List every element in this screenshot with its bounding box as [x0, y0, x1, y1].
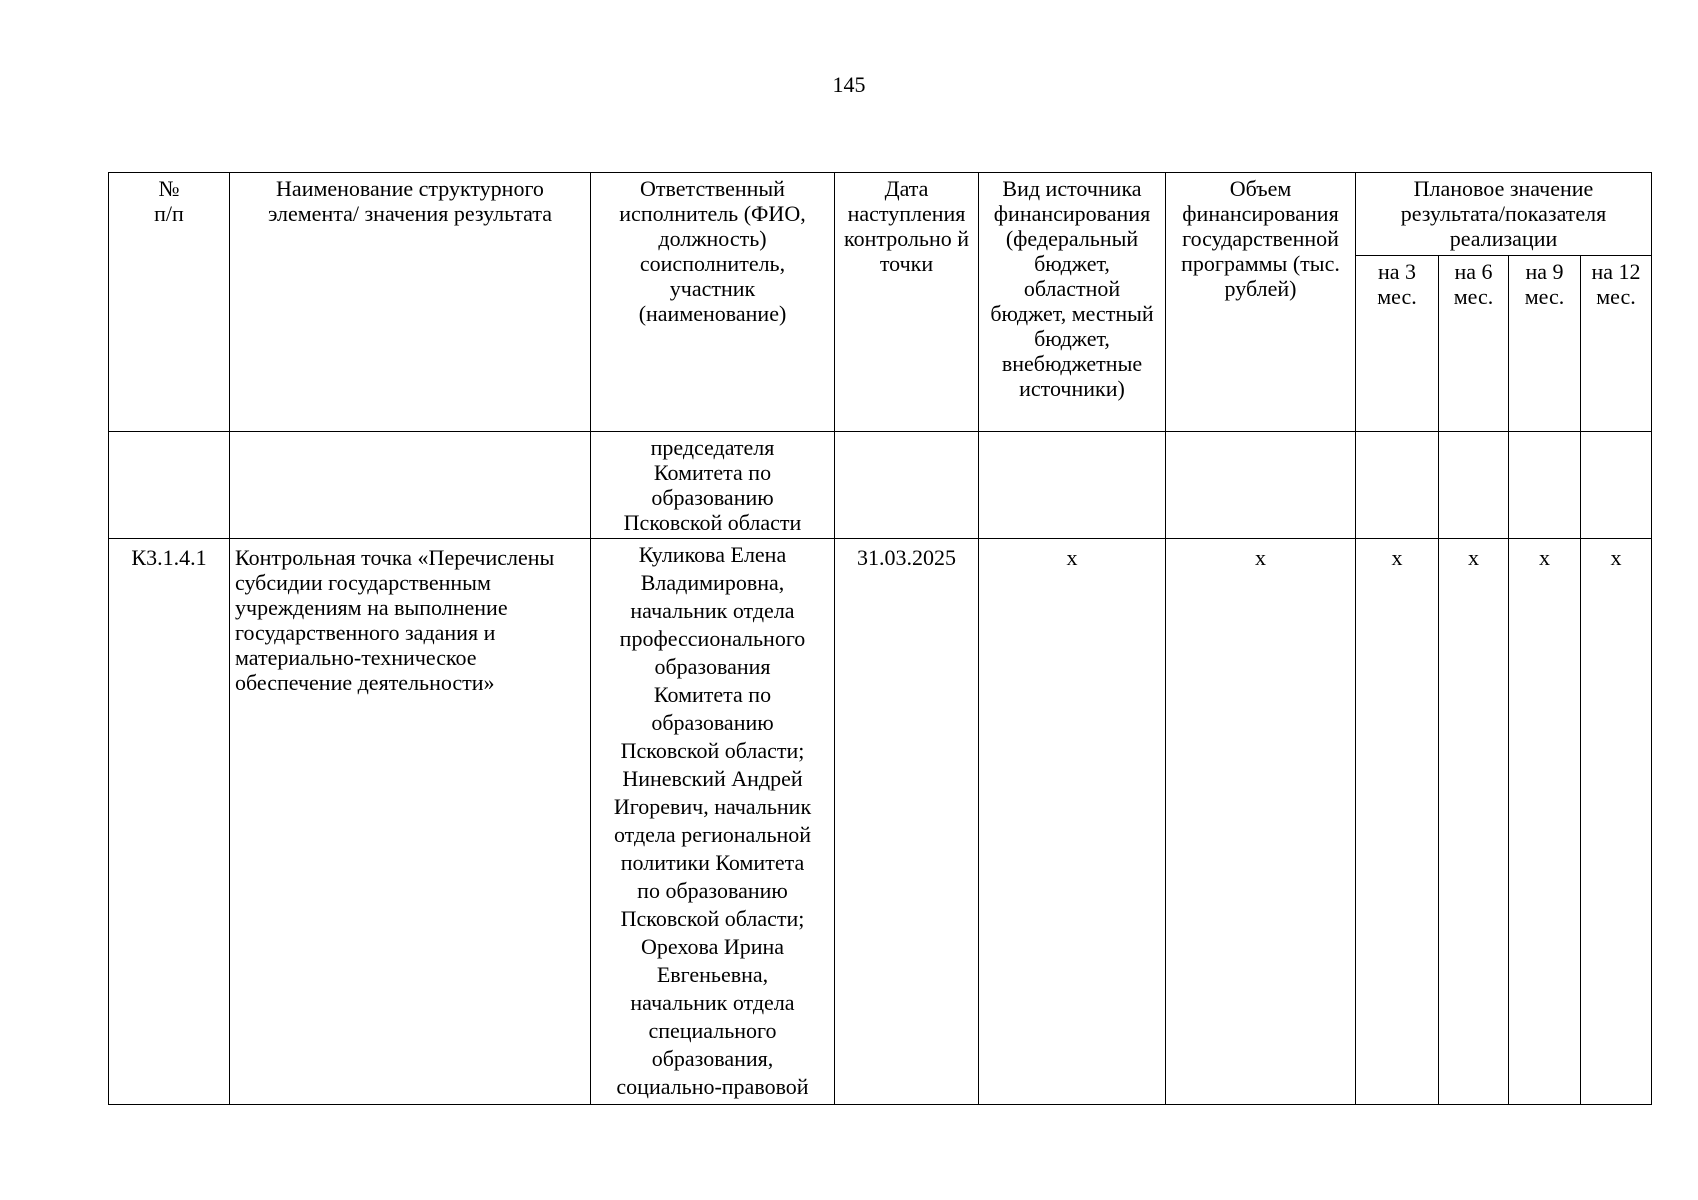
row-date: 31.03.2025 [835, 539, 979, 1105]
row-num: К3.1.4.1 [109, 539, 230, 1105]
row-volume: x [1166, 539, 1356, 1105]
cont-plan-12m [1581, 432, 1652, 539]
cont-plan-6m [1439, 432, 1509, 539]
row-responsible: Куликова Елена Владимировна, начальник отдела профессионального образования Комитета по образованию Псковской области; Ниневский Андрей Игоревич, начальник отдела региональной политики Комитета по образованию Псковской области; Орехова Ирина Евгеньевна, начальник отдела специального образования, социально-правовой [591, 539, 835, 1105]
row-plan-12m: x [1581, 539, 1652, 1105]
cont-num [109, 432, 230, 539]
row-plan-9m: x [1509, 539, 1581, 1105]
row-plan-6m: x [1439, 539, 1509, 1105]
header-responsible: Ответственный исполнитель (ФИО, должность) соисполнитель, участник (наименование) [591, 173, 835, 432]
cont-date [835, 432, 979, 539]
header-plan-9m: на 9 мес. [1509, 256, 1581, 432]
header-plan-6m: на 6 мес. [1439, 256, 1509, 432]
header-date: Дата наступления контрольно й точки [835, 173, 979, 432]
header-row [109, 173, 1652, 256]
row-name: Контрольная точка «Перечислены субсидии государственным учреждениям на выполнение государственного задания и материально-техническое обеспечение деятельности» [230, 539, 591, 1105]
header-source: Вид источника финансирования (федеральный бюджет, областной бюджет, местный бюджет, внебюджетные источники) [979, 173, 1166, 432]
cont-plan-9m [1509, 432, 1581, 539]
cont-name [230, 432, 591, 539]
control-points-table [108, 172, 1652, 1105]
header-plan: Плановое значение результата/показателя реализации [1356, 173, 1652, 256]
header-volume: Объем финансирования государственной программы (тыс. рублей) [1166, 173, 1356, 432]
table-row [109, 539, 1652, 1105]
cont-source [979, 432, 1166, 539]
page-number: 145 [832, 72, 866, 97]
header-plan-3m: на 3 мес. [1356, 256, 1439, 432]
row-source: x [979, 539, 1166, 1105]
header-num: № п/п [109, 173, 230, 432]
cont-responsible: председателя Комитета по образованию Псковской области [591, 432, 835, 539]
header-name: Наименование структурного элемента/ значения результата [230, 173, 591, 432]
cont-volume [1166, 432, 1356, 539]
cont-plan-3m [1356, 432, 1439, 539]
continuation-row [109, 432, 1652, 539]
row-plan-3m: x [1356, 539, 1439, 1105]
header-plan-12m: на 12 мес. [1581, 256, 1652, 432]
